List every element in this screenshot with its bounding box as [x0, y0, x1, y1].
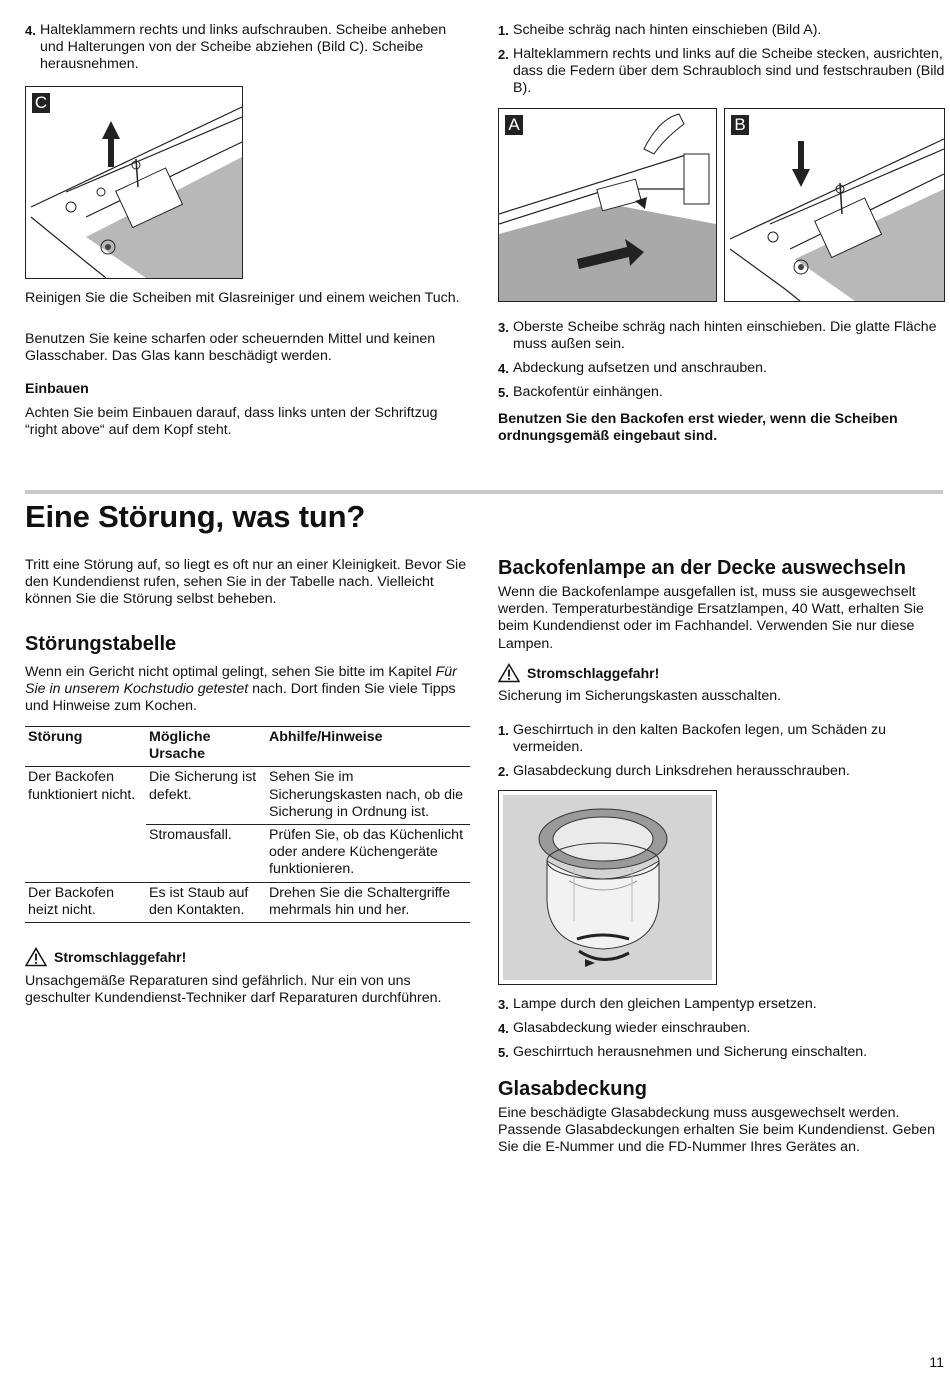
step-text: Halteklammern rechts und links auf die Scheibe stecken, ausrichten, dass die Federn über dem Schraubloch sind und festschrauben (Bild B). — [513, 46, 945, 97]
clean-paragraph-2: Benutzen Sie keine scharfen oder scheuernden Mittel und keinen Glasschaber. Das Glas kann beschädigt werden. — [25, 331, 436, 365]
figure-label: B — [731, 115, 749, 135]
step-number: 1. — [498, 23, 509, 38]
step-text: Geschirrtuch herausnehmen und Sicherung einschalten. — [513, 1044, 868, 1060]
warning-text-right: Sicherung im Sicherungskasten ausschalten. — [498, 688, 782, 704]
table-header-cell: Störung — [28, 729, 83, 745]
step-number: 2. — [498, 47, 509, 62]
lamp-step-2 — [498, 763, 945, 780]
warning-text-left: Unsachgemäße Reparaturen sind gefährlich. Nur ein von uns geschulter Kundendienst-Techniker darf Reparaturen durchführen. — [25, 973, 442, 1007]
table-intro — [25, 664, 470, 716]
figure-a — [498, 108, 717, 302]
figure-a-illustration — [499, 109, 716, 301]
step-1-right — [498, 22, 945, 39]
lamp-heading: Backofenlampe an der Decke auswechseln — [498, 557, 906, 579]
table-cell: Die Sicherung ist defekt. — [146, 767, 266, 825]
section-intro: Tritt eine Störung auf, so liegt es oft nur an einer Kleinigkeit. Bevor Sie den Kundendienst rufen, sehen Sie in der Tabelle nach. Vielleicht können Sie die Störung selbst beheben. — [25, 557, 467, 608]
page-number: 11 — [929, 1355, 944, 1371]
step-text: Oberste Scheibe schräg nach hinten einschieben. Die glatte Fläche muss außen sein. — [513, 319, 937, 353]
glass-text: Eine beschädigte Glasabdeckung muss ausgewechselt werden. Passende Glasabdeckungen erhalten Sie beim Kundendienst. Geben Sie die E-Nummer und die FD-Nummer Ihres Gerätes an. — [498, 1105, 935, 1156]
clean-paragraph-1: Reinigen Sie die Scheiben mit Glasreiniger und einem weichen Tuch. — [25, 290, 460, 306]
table-cell: Es ist Staub auf den Kontakten. — [149, 884, 249, 918]
step-number: 5. — [498, 1045, 509, 1060]
table-row — [25, 825, 470, 883]
step-text: Geschirrtuch in den kalten Backofen legen, um Schäden zu vermeiden. — [513, 722, 887, 756]
table-cell: Der Backofen heizt nicht. — [28, 884, 114, 918]
table-row — [25, 882, 470, 922]
table-intro-part-1: Wenn ein Gericht nicht optimal gelingt, sehen Sie bitte im Kapitel — [25, 664, 436, 680]
table-cell: Sehen Sie im Sicherungskasten nach, ob die Sicherung in Ordnung ist. — [266, 767, 470, 825]
figure-label: A — [505, 115, 523, 135]
table-header-cell: Abhilfe/Hinweise — [269, 729, 383, 745]
figure-c — [25, 86, 243, 279]
lamp-step-1 — [498, 722, 945, 756]
step-number: 4. — [498, 361, 509, 376]
warning-left — [25, 949, 470, 966]
table-cell — [25, 825, 146, 883]
step-text: Glasabdeckung wieder einschrauben. — [513, 1020, 751, 1036]
step-number: 3. — [498, 320, 509, 335]
step-3-right — [498, 319, 945, 353]
warning-right — [498, 665, 945, 682]
step-text: Scheibe schräg nach hinten einschieben (Bild A). — [513, 22, 822, 38]
einbauen-text: Achten Sie beim Einbauen darauf, dass links unten der Schriftzug “right above“ auf dem Kopf steht. — [25, 405, 438, 439]
figure-b-illustration — [725, 109, 944, 301]
lamp-step-4 — [498, 1020, 945, 1037]
table-cell: Drehen Sie die Schaltergriffe mehrmals hin und her. — [269, 884, 451, 918]
step-5-right — [498, 384, 945, 401]
table-row — [25, 767, 470, 825]
lamp-step-3 — [498, 996, 945, 1013]
step-text: Glasabdeckung durch Linksdrehen herausschrauben. — [513, 763, 850, 779]
fault-table — [25, 726, 470, 923]
warning-triangle-icon — [25, 947, 47, 967]
step-4-left — [25, 22, 470, 74]
step-number: 3. — [498, 997, 509, 1012]
step-number: 4. — [25, 23, 36, 38]
lamp-cover-illustration — [499, 791, 716, 984]
glass-heading: Glasabdeckung — [498, 1078, 647, 1100]
step-text: Lampe durch den gleichen Lampentyp ersetzen. — [513, 996, 817, 1012]
table-cell: Prüfen Sie, ob das Küchenlicht oder andere Küchengeräte funktionieren. — [269, 827, 464, 878]
lamp-intro: Wenn die Backofenlampe ausgefallen ist, muss sie ausgewechselt werden. Temperaturbeständige Ersatzlampen, 40 Watt, erhalten Sie beim Kundendienst oder im Fachhandel. Verwenden Sie nur diese Lampen. — [498, 584, 924, 652]
step-2-right — [498, 46, 945, 98]
figure-b — [724, 108, 945, 302]
figure-lamp — [498, 790, 717, 985]
figure-c-illustration — [26, 87, 242, 278]
step-text: Halteklammern rechts und links aufschrauben. Scheibe anheben und Halterungen von der Scheibe abziehen (Bild C). Scheibe herausnehmen. — [40, 22, 447, 73]
reinstall-note: Benutzen Sie den Backofen erst wieder, wenn die Scheiben ordnungsgemäß eingebaut sind. — [498, 411, 898, 445]
step-number: 5. — [498, 385, 509, 400]
lamp-step-5 — [498, 1044, 945, 1061]
section-title: Eine Störung, was tun? — [25, 499, 366, 534]
table-intro-part-2: nach. Dort finden Sie viele Tipps und Hinweise zum Kochen. — [25, 681, 456, 715]
chapter-reference: Für Sie in unserem Kochstudio getestet — [25, 664, 457, 698]
step-4-right — [498, 360, 945, 377]
table-header-cell: Mögliche Ursache — [149, 729, 211, 763]
table-heading: Störungstabelle — [25, 633, 177, 655]
step-text: Abdeckung aufsetzen und anschrauben. — [513, 360, 767, 376]
warning-title: Stromschlaggefahr! — [527, 665, 660, 681]
table-cell: Stromausfall. — [149, 827, 232, 844]
step-text: Backofentür einhängen. — [513, 384, 663, 400]
step-number: 1. — [498, 723, 509, 738]
table-cell: Der Backofen funktioniert nicht. — [28, 769, 136, 803]
step-number: 2. — [498, 764, 509, 779]
step-number: 4. — [498, 1021, 509, 1036]
warning-title: Stromschlaggefahr! — [54, 949, 187, 965]
section-divider — [25, 490, 943, 494]
table-header-row — [25, 727, 470, 767]
figure-label: C — [32, 93, 50, 113]
einbauen-heading: Einbauen — [25, 381, 89, 397]
warning-triangle-icon — [498, 663, 520, 683]
